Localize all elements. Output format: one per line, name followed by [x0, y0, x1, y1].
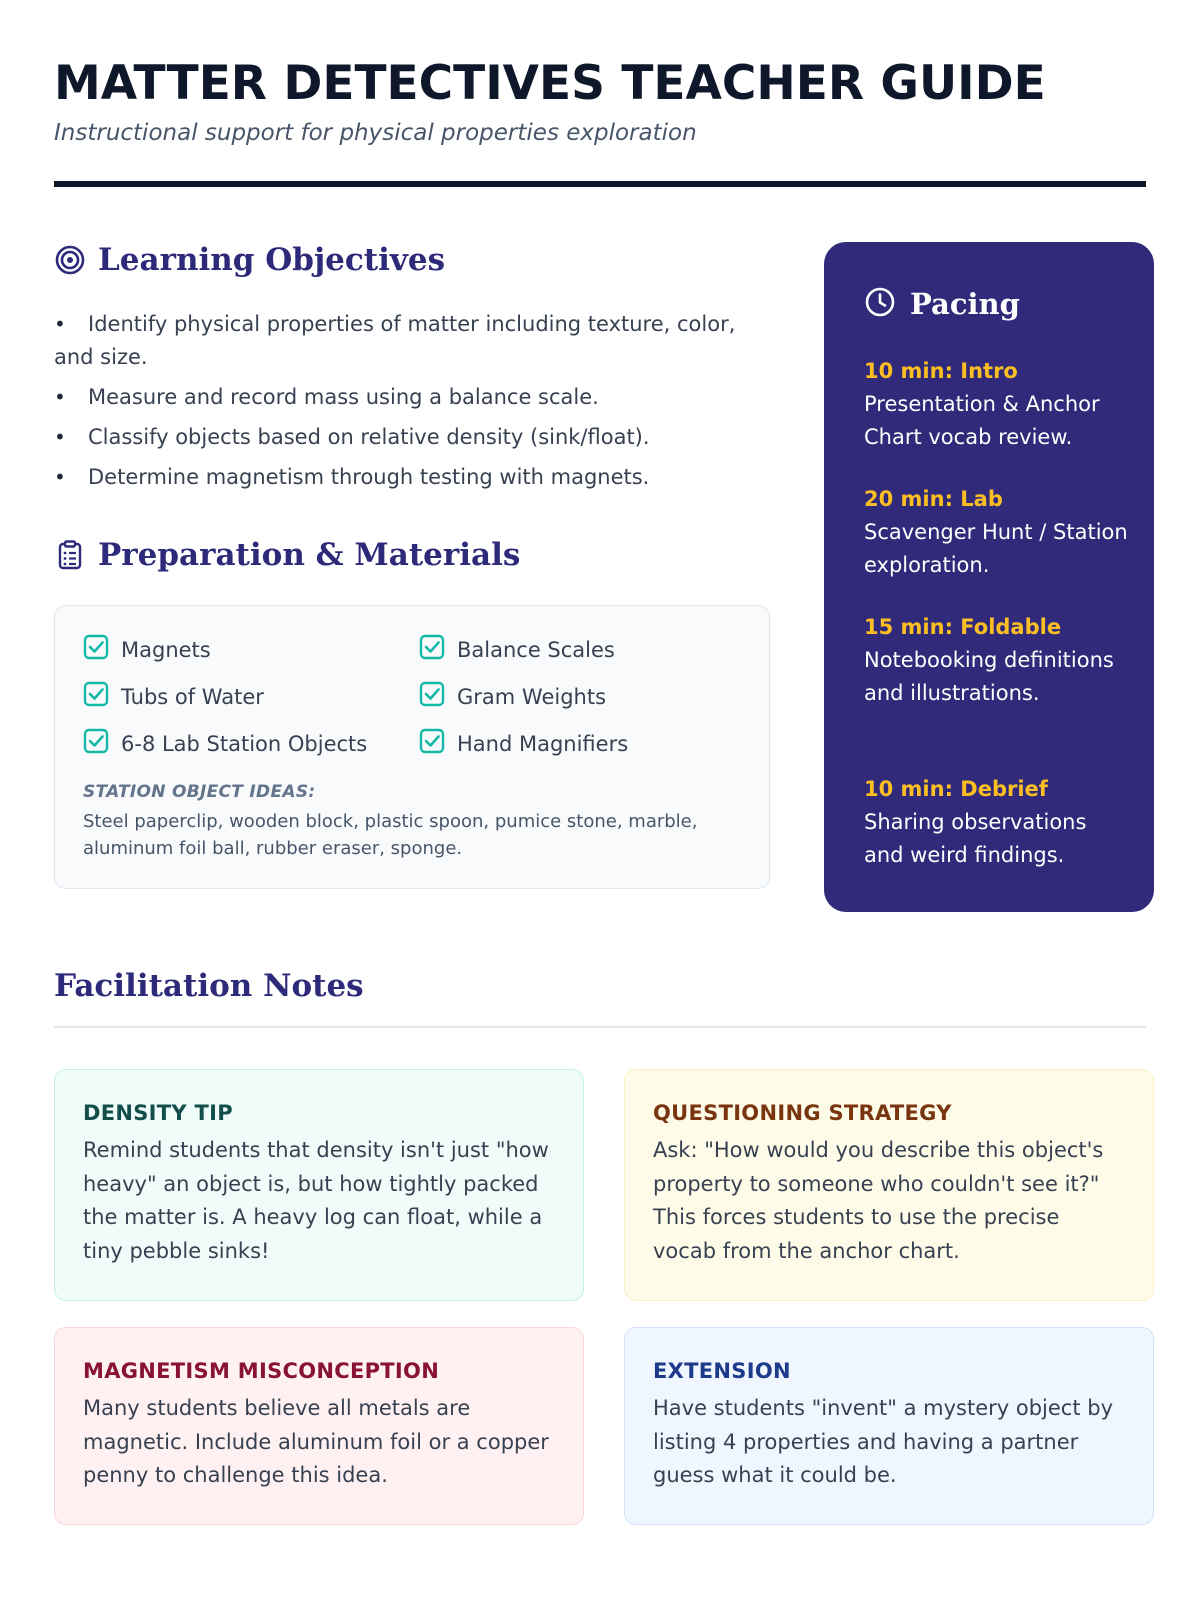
note-text: Have students "invent" a mystery object by listing 4 properties and having a partner guess what it could be. — [653, 1396, 1114, 1487]
note-text: Ask: "How would you describe this object's property to someone who couldn't see it?" This forces students to use the precise vocab from the anchor chart. — [653, 1138, 1104, 1263]
material-label: Balance Scales — [457, 637, 615, 662]
materials-heading — [54, 535, 520, 575]
clock-icon — [864, 286, 896, 322]
material-item — [83, 681, 264, 712]
facilitation-divider — [54, 1026, 1146, 1028]
material-label: Tubs of Water — [121, 684, 264, 709]
pacing-time: 20 min: Lab — [864, 487, 1003, 511]
checkbox-icon — [419, 634, 445, 665]
pacing-block — [864, 483, 1129, 582]
facilitation-title: Facilitation Notes — [54, 968, 364, 1004]
note-density-tip — [54, 1069, 584, 1301]
pacing-block — [864, 611, 1129, 710]
pacing-block — [864, 773, 1129, 872]
note-title: DENSITY TIP — [83, 1101, 233, 1125]
pacing-desc: Scavenger Hunt / Station exploration. — [864, 520, 1128, 577]
page-title: MATTER DETECTIVES TEACHER GUIDE — [54, 56, 1046, 111]
material-item — [419, 681, 606, 712]
pacing-title: Pacing — [910, 287, 1020, 321]
checkbox-icon — [419, 681, 445, 712]
checkbox-icon — [419, 728, 445, 759]
objective-item: • Measure and record mass using a balance scale. — [54, 381, 774, 414]
page-header — [54, 56, 1146, 146]
materials-card — [54, 605, 770, 889]
note-magnetism-misconception — [54, 1327, 584, 1525]
target-icon — [54, 244, 86, 276]
pacing-time: 10 min: Intro — [864, 359, 1018, 383]
note-title: EXTENSION — [653, 1359, 791, 1383]
material-item — [83, 634, 211, 665]
note-text: Many students believe all metals are magnetic. Include aluminum foil or a copper penny to challenge this idea. — [83, 1396, 549, 1487]
material-label: Gram Weights — [457, 684, 607, 709]
material-label: 6-8 Lab Station Objects — [121, 731, 368, 756]
objectives-title: Learning Objectives — [98, 242, 446, 278]
note-questioning-strategy — [624, 1069, 1154, 1301]
note-title: QUESTIONING STRATEGY — [653, 1101, 952, 1125]
pacing-desc: Presentation & Anchor Chart vocab review. — [864, 392, 1100, 449]
objectives-list — [54, 308, 774, 501]
pacing-card — [824, 242, 1154, 912]
checkbox-icon — [83, 681, 109, 712]
material-item — [419, 634, 615, 665]
materials-title: Preparation & Materials — [98, 537, 521, 573]
note-title: MAGNETISM MISCONCEPTION — [83, 1359, 440, 1383]
pacing-block — [864, 355, 1129, 454]
material-label: Hand Magnifiers — [457, 731, 629, 756]
page-subtitle: Instructional support for physical properties exploration — [54, 120, 697, 146]
objective-item: • Identify physical properties of matter including texture, color, and size. — [54, 308, 774, 374]
objective-item: • Determine magnetism through testing with magnets. — [54, 461, 774, 494]
pacing-desc: Notebooking definitions and illustrations. — [864, 648, 1114, 705]
checkbox-icon — [83, 634, 109, 665]
station-ideas-text: Steel paperclip, wooden block, plastic spoon, pumice stone, marble, aluminum foil ball, rubber eraser, sponge. — [83, 811, 698, 859]
material-label: Magnets — [121, 637, 211, 662]
note-extension — [624, 1327, 1154, 1525]
station-ideas-label: STATION OBJECT IDEAS: — [83, 782, 316, 802]
material-item — [419, 728, 628, 759]
clipboard-icon — [54, 539, 86, 571]
pacing-time: 10 min: Debrief — [864, 777, 1048, 801]
material-item — [83, 728, 367, 759]
pacing-heading — [864, 286, 1020, 322]
objective-item: • Classify objects based on relative density (sink/float). — [54, 421, 774, 454]
objectives-heading — [54, 240, 445, 280]
note-text: Remind students that density isn't just "how heavy" an object is, but how tightly packed the matter is. A heavy log can float, while a tiny pebble sinks! — [83, 1138, 549, 1263]
checkbox-icon — [83, 728, 109, 759]
pacing-desc: Sharing observations and weird findings. — [864, 810, 1087, 867]
pacing-time: 15 min: Foldable — [864, 615, 1062, 639]
header-divider — [54, 181, 1146, 187]
